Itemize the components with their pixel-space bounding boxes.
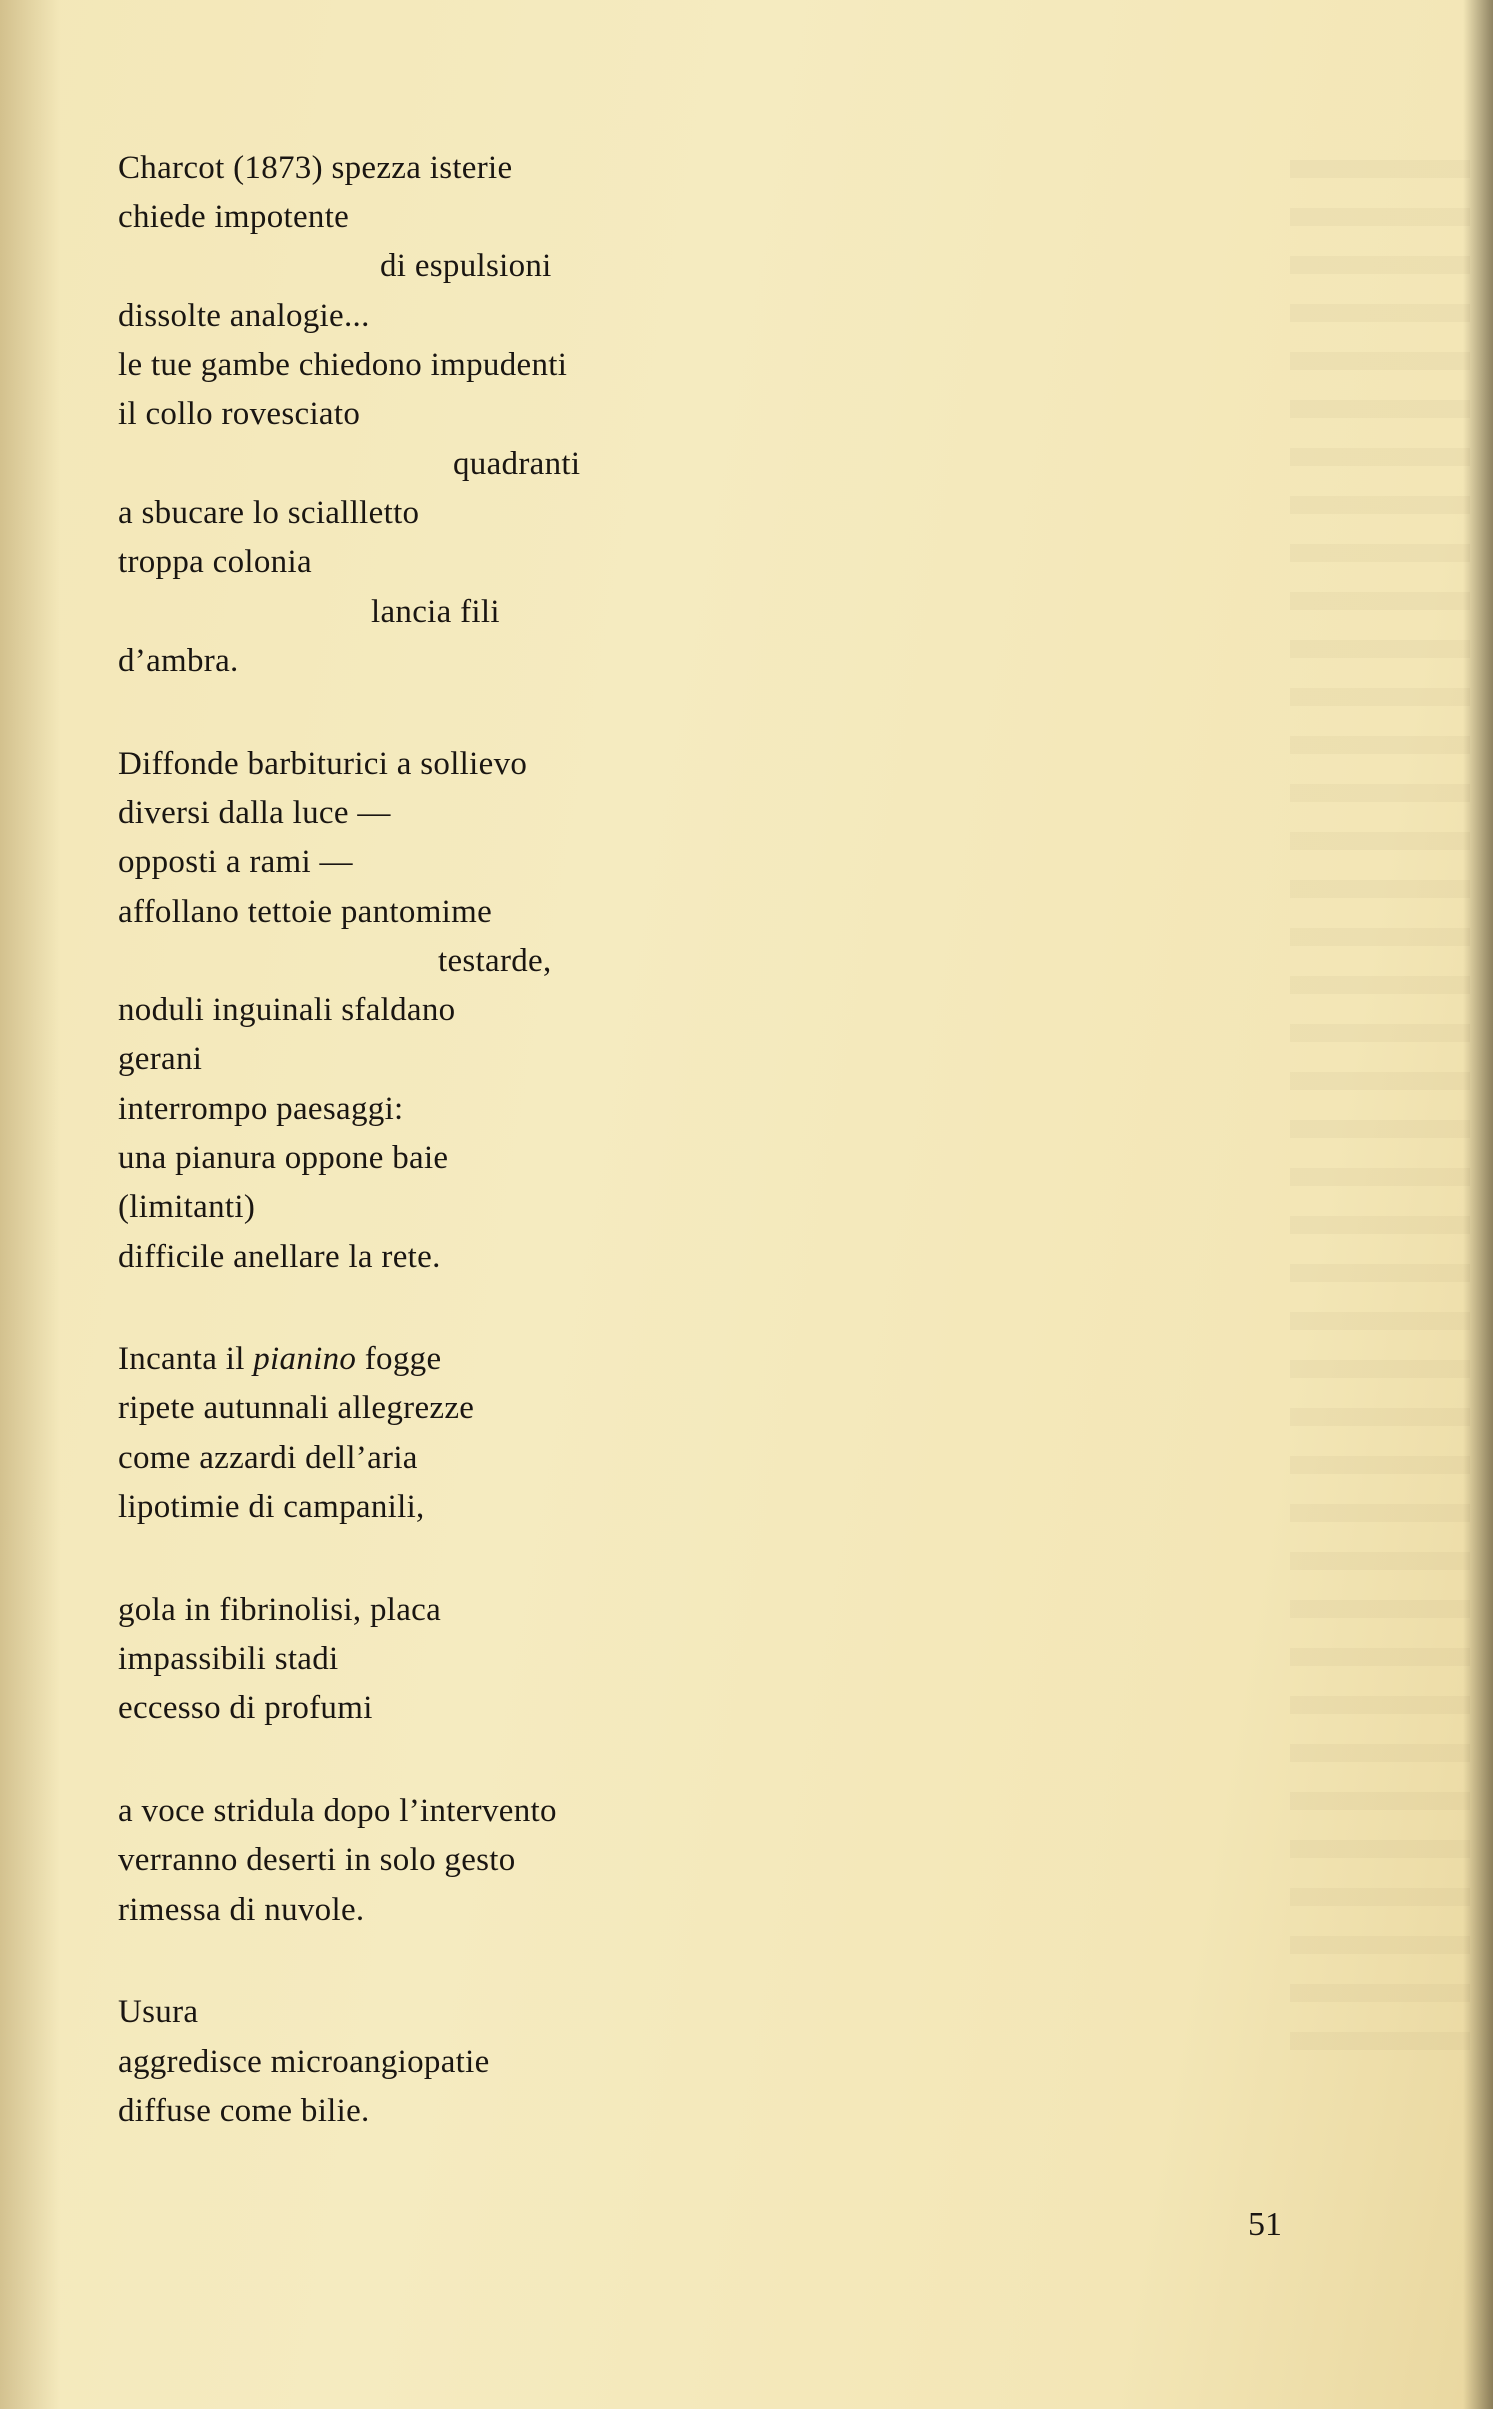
poem-line-italic: pianino: [253, 1341, 357, 1377]
bleed-through-text: [1290, 160, 1470, 2060]
poem-line: opposti a rami —: [118, 844, 353, 880]
poem-line: noduli inguinali sfaldano: [118, 992, 456, 1028]
poem-line: testarde,: [438, 943, 552, 979]
poem-line: a voce stridula dopo l’intervento: [118, 1793, 557, 1829]
poem-line: (limitanti): [118, 1189, 256, 1225]
poem-line: rimessa di nuvole.: [118, 1892, 365, 1928]
poem-line: [118, 1339, 441, 1379]
poem-line: affollano tettoie pantomime: [118, 894, 493, 930]
poem-line: gola in fibrinolisi, placa: [118, 1592, 442, 1628]
page-edge-shadow: [1463, 0, 1493, 2409]
poem-line: Charcot (1873) spezza isterie: [118, 150, 513, 186]
poem-line: a sbucare lo sciallletto: [118, 495, 420, 531]
poem-line: ripete autunnali allegrezze: [118, 1390, 475, 1426]
page-number: 51: [1248, 2206, 1282, 2243]
poem-line: verranno deserti in solo gesto: [118, 1842, 516, 1878]
poem-line: lipotimie di campanili,: [118, 1489, 425, 1525]
poem-line: lancia fili: [371, 594, 500, 630]
poem-line: impassibili stadi: [118, 1641, 339, 1677]
poem-line: chiede impotente: [118, 199, 350, 235]
poem-line: il collo rovesciato: [118, 396, 361, 432]
poem-line: Usura: [118, 1994, 199, 2030]
poem-line-part: Incanta il: [118, 1341, 245, 1377]
poem-line: d’ambra.: [118, 643, 239, 679]
poem-line: una pianura oppone baie: [118, 1140, 449, 1176]
poem-line: troppa colonia: [118, 544, 312, 580]
poem-line: le tue gambe chiedono impudenti: [118, 347, 568, 383]
poem-line-part: fogge: [364, 1341, 442, 1377]
page-fold-shadow: [0, 0, 60, 2409]
poem-line: di espulsioni: [380, 248, 552, 284]
poem-line: Diffonde barbiturici a sollievo: [118, 746, 528, 782]
poem-line: interrompo paesaggi:: [118, 1091, 404, 1127]
poem-line: diffuse come bilie.: [118, 2093, 370, 2129]
poem-line: diversi dalla luce —: [118, 795, 391, 831]
poem-line: aggredisce microangiopatie: [118, 2044, 490, 2080]
poem-line: difficile anellare la rete.: [118, 1239, 441, 1275]
poem-line: come azzardi dell’aria: [118, 1440, 418, 1476]
poem-line: dissolte analogie...: [118, 298, 370, 334]
poem-line: gerani: [118, 1041, 203, 1077]
poem-line: eccesso di profumi: [118, 1690, 373, 1726]
poem-line: quadranti: [453, 446, 581, 482]
